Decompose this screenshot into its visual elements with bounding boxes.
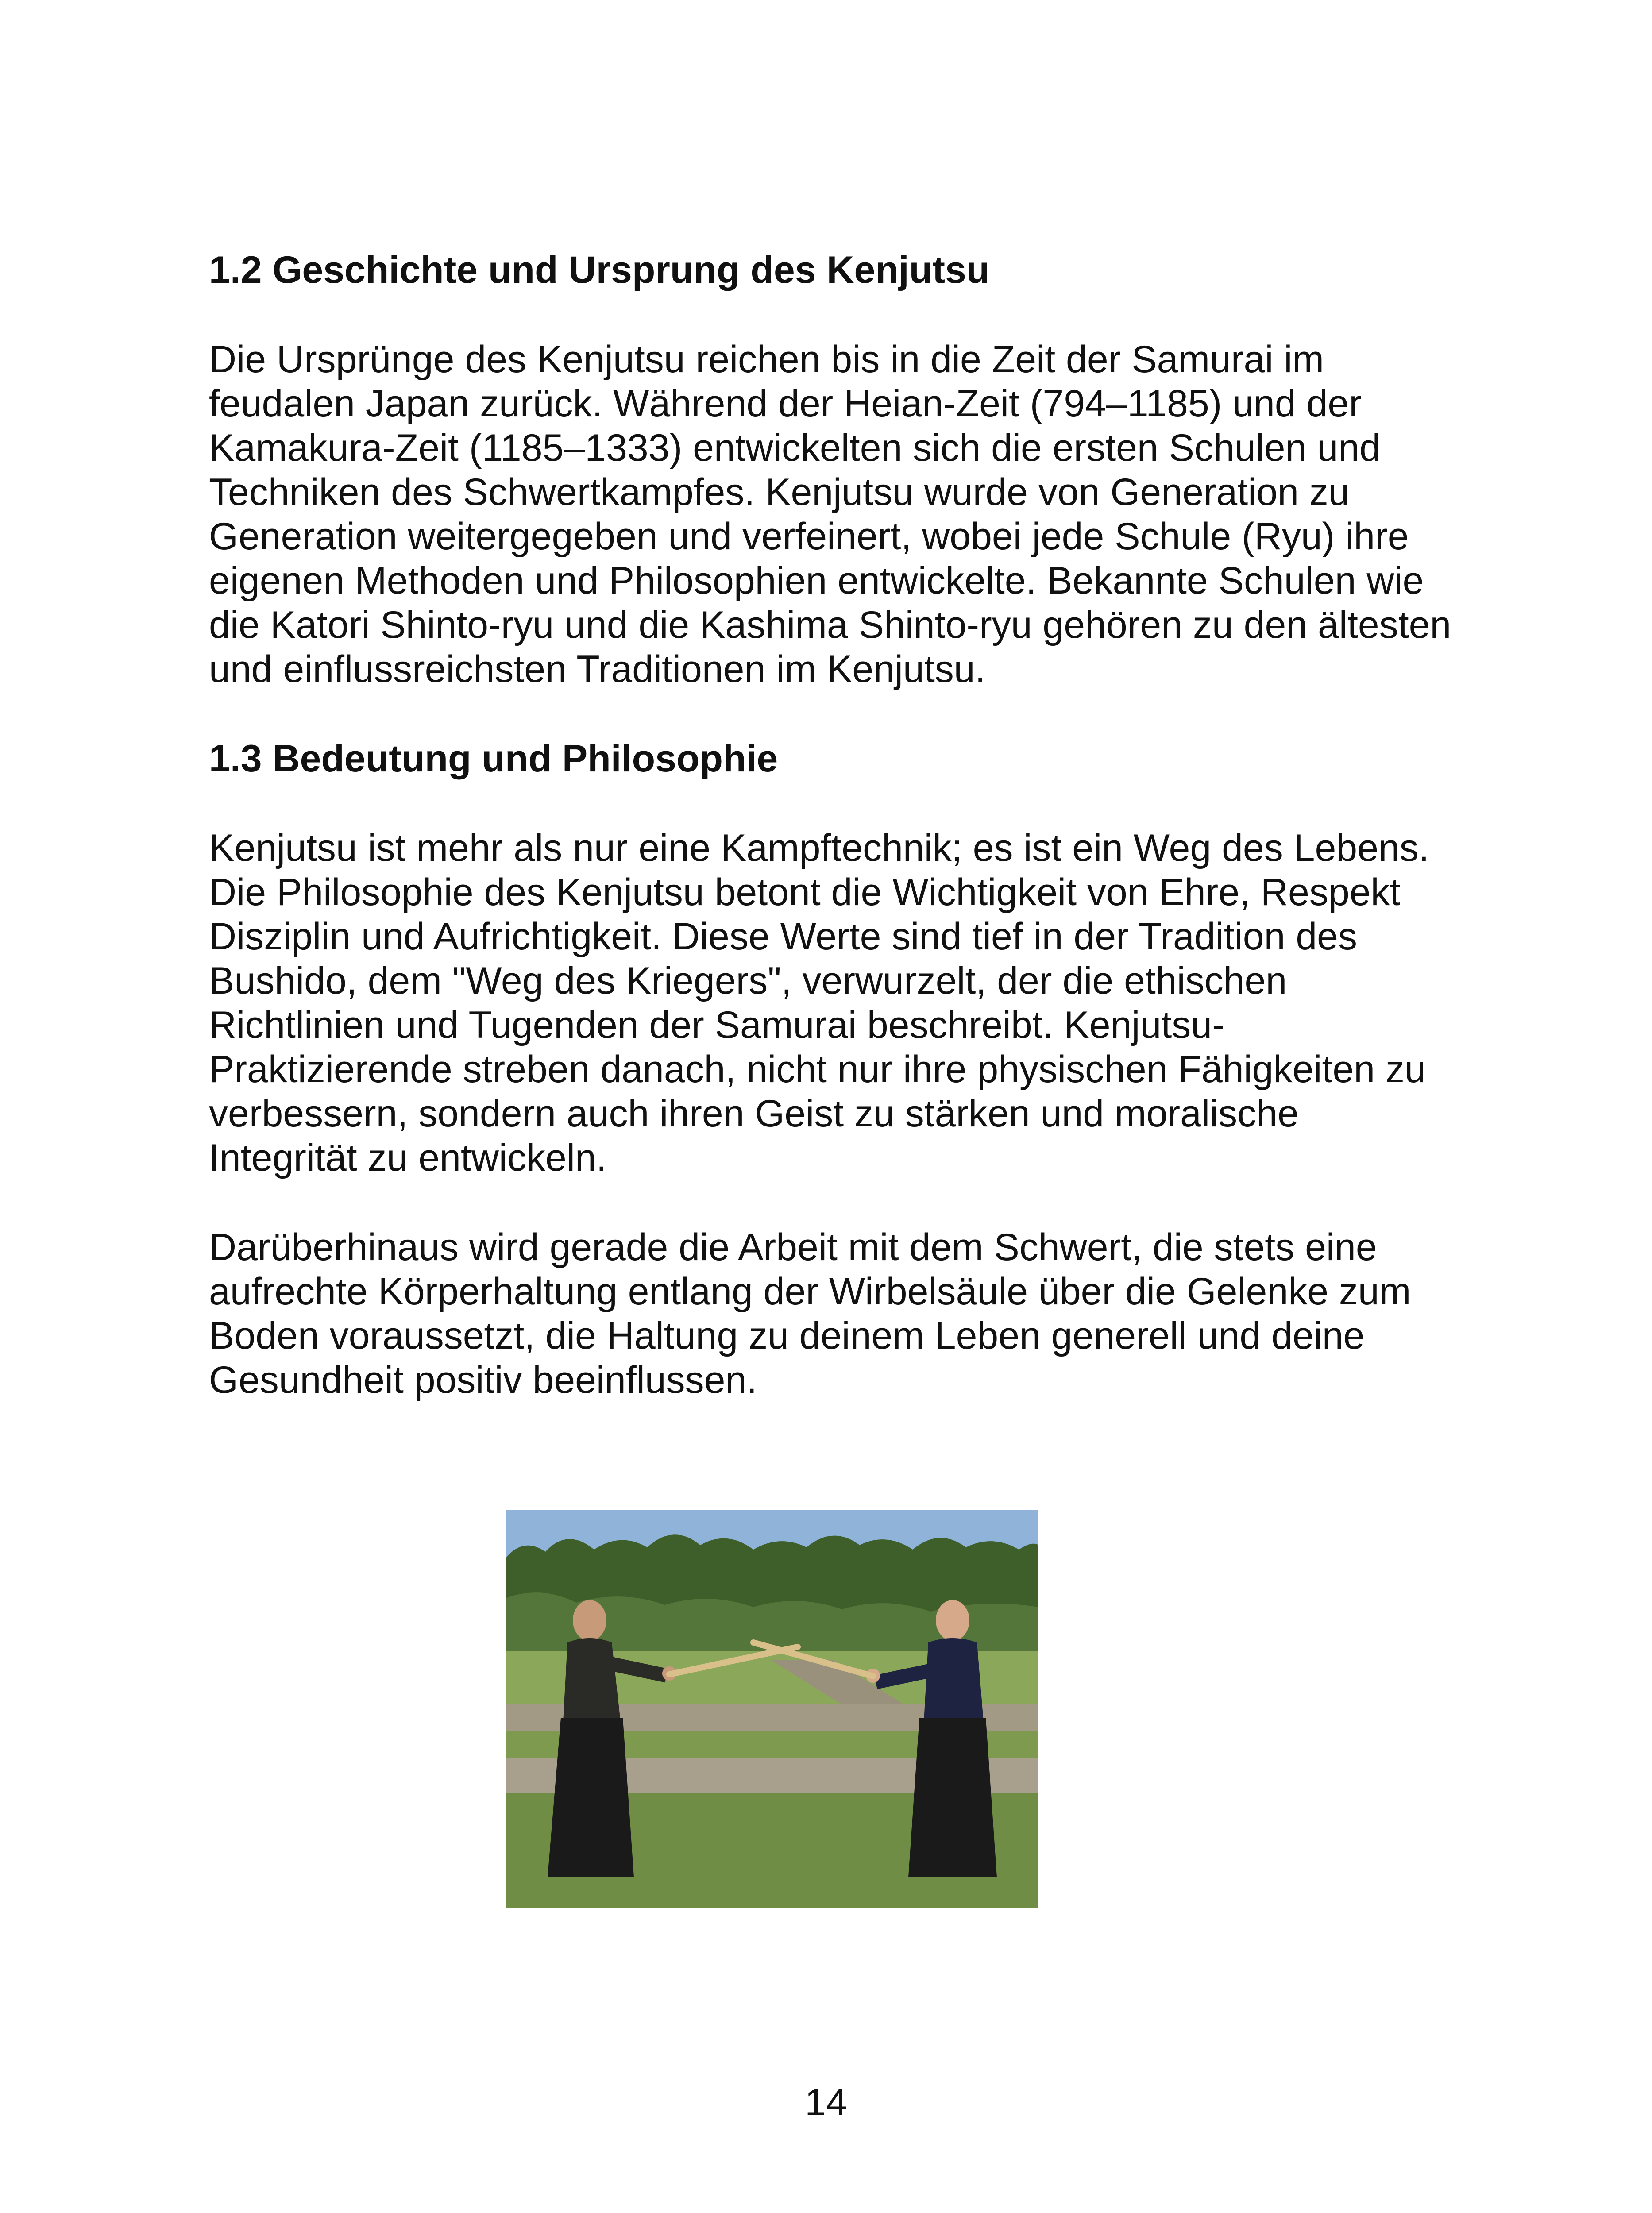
- section-heading-history: 1.2 Geschichte und Ursprung des Kenjutsu: [209, 249, 990, 291]
- page-content: [209, 248, 1457, 1402]
- paragraph-history: Die Ursprünge des Kenjutsu reichen bis in die Zeit der Samurai im feudalen Japan zurück. Während der Heian-Zeit (794–1185) und der Kamakura-Zeit (1185–1333) entwickelten sich die ersten Schulen und Techniken des Schwertkampfes. Kenjutsu wurde von Generation zu Generation weitergegeben und verfeinert, wobei jede Schule (Ryu) ihre eigenen Methoden und Philosophien entwickelte. Bekannte Schulen wie die Katori Shinto-ryu und die Kashima Shinto-ryu gehören zu den ältesten und einflussreichsten Traditionen im Kenjutsu.: [209, 338, 1451, 690]
- kenjutsu-photo: [506, 1510, 1038, 1908]
- section-heading-philosophy: 1.3 Bedeutung und Philosophie: [209, 737, 778, 780]
- kenjutsu-photo-illustration: [506, 1510, 1038, 1908]
- paragraph-philosophy: Kenjutsu ist mehr als nur eine Kampftechnik; es ist ein Weg des Lebens. Die Philosophie des Kenjutsu betont die Wichtigkeit von Ehre, Respekt Disziplin und Aufrichtigkeit. Diese Werte sind tief in der Tradition des Bushido, dem "Weg des Kriegers", verwurzelt, der die ethischen Richtlinien und Tugenden der Samurai beschreibt. Kenjutsu- Praktizierende streben danach, nicht nur ihre physischen Fähigkeiten zu verbessern, sondern auch ihren Geist zu stärken und moralische Integrität zu entwickeln.: [209, 827, 1429, 1179]
- page-number: 14: [805, 2081, 847, 2124]
- paragraph-posture: Darüberhinaus wird gerade die Arbeit mit dem Schwert, die stets eine aufrechte Körperhaltung entlang der Wirbelsäule über die Gelenke zum Boden voraussetzt, die Haltung zu deinem Leben generell und deine Gesundheit positiv beeinflussen.: [209, 1226, 1411, 1401]
